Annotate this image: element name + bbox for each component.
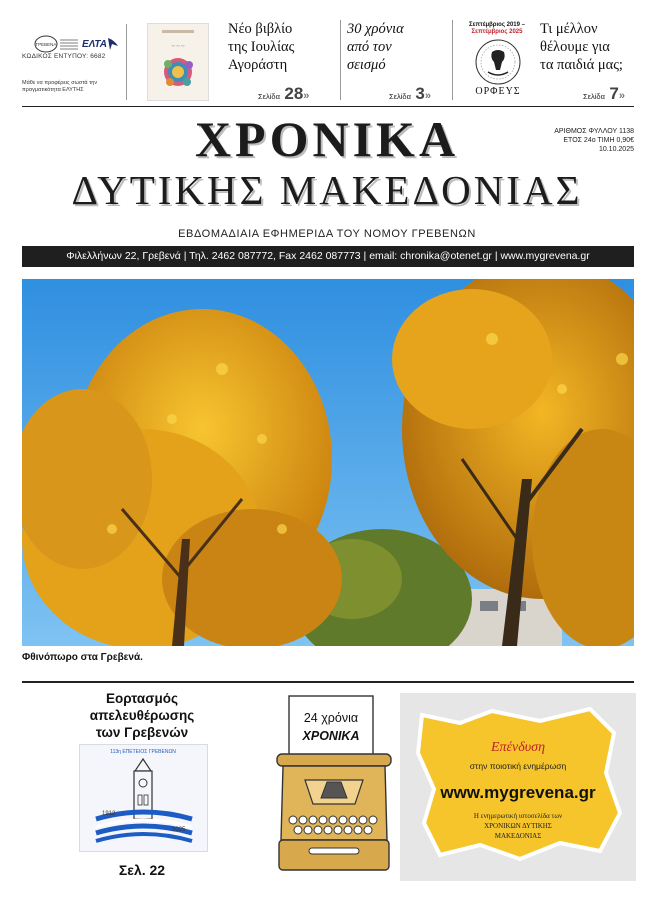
anniversary-title-line: απελευθέρωσης [89,708,195,723]
elytis-quote: Μάθε να προφέρεις σωστά την πραγματικότητα ΕΛΥΤΗΣ [22,80,98,93]
photo-caption: Φθινόπωρο στα Γρεβενά. [22,652,143,663]
ad-url: www.mygrevena.gr [440,783,596,802]
typewriter-line-2: ΧΡΟΝΙΚΑ [302,729,360,743]
anniversary-year-end: 2025 [172,827,186,833]
divider [126,24,127,100]
anniversary-page-ref[interactable]: Σελ. 22 [118,862,166,878]
orfeus-date-start: Σεπτέμβριος 2019 – [469,22,525,28]
anniversary-year-start: 1912 [102,811,116,817]
orfeus-date-end: Σεπτέμβριος 2025 [471,29,523,35]
ad-desc-line2: ΧΡΟΝΙΚΩΝ ΔΥΤΙΚΗΣ [484,822,552,830]
teaser-earthquake-page-ref[interactable] [389,84,431,104]
contact-bar: Φιλελλήνων 22, Γρεβενά | Τηλ. 2462 087772, Fax 2462 087773 | email: chronika@otenet.gr | www.mygrevena.gr [22,246,634,267]
orfeus-dates [460,22,534,36]
ad-desc-line1: Η ενημερωτική ιστοσελίδα των [473,812,563,820]
teaser-book-title[interactable] [228,20,294,74]
masthead-title: ΧΡΟΝΙΚΑ [194,111,460,167]
teaser-title-line: 30 χρόνια [347,21,404,37]
teaser-book-page-ref[interactable] [258,84,309,104]
teaser-title-line: της Ιουλίας [228,39,295,55]
svg-text:~ ~ ~: ~ ~ ~ [171,44,185,50]
page-number: 7 [609,84,619,103]
teaser-title-line: θέλουμε για [540,39,610,55]
ad-headline: Επένδυση [490,740,546,755]
divider [452,20,453,100]
double-chevron-icon: » [303,90,310,102]
issue-info [554,127,634,154]
double-chevron-icon: » [424,90,431,102]
typewriter-line-1: 24 χρόνια [303,711,359,725]
teaser-title-line: Νέο βιβλίο [228,21,293,37]
postal-stamp-text: ΓΡΕΒΕΝΑ [35,42,57,47]
orfeus-name: ΟΡΦΕΥΣ [475,86,521,97]
teaser-earthquake-title[interactable] [347,20,404,74]
mygrevena-ad-banner[interactable] [400,693,636,881]
masthead-subtitle: ΕΒΔΟΜΑΔΙΑΙΑ ΕΦΗΜΕΡΙΔΑ ΤΟΥ ΝΟΜΟΥ ΓΡΕΒΕΝΩΝ [178,228,476,240]
anniversary-title-line: Εορτασμός [106,691,178,706]
typewriter-illustration[interactable] [275,690,393,880]
page-label: Σελίδα [583,92,605,101]
teaser-title-line: τα παιδιά μας; [540,57,623,73]
page-number: 28 [284,84,304,103]
teaser-children-title[interactable] [540,20,623,74]
page-label: Σελίδα [258,92,280,101]
autumn-trees-photo [22,279,634,646]
masthead-region: ΔΥΤΙΚΗΣ ΜΑΚΕΔΟΝΙΑΣ [71,167,583,213]
teaser-title-line: Αγοράστη [228,57,288,73]
ad-tagline: στην ποιοτική ενημέρωση [469,761,567,771]
divider [340,20,341,100]
anniversary-logo [79,744,208,852]
liberation-anniversary-title[interactable] [62,690,222,741]
orfeus-emblem-icon [474,38,522,86]
issue-year-price: ΕΤΟΣ 24ο ΤΙΜΗ 0,90€ [563,137,634,144]
issue-date: 10.10.2025 [598,146,634,153]
elta-brand-text: ΕΛΤΑ [82,39,108,50]
ad-desc-line3: ΜΑΚΕΔΟΝΙΑΣ [494,832,542,840]
teaser-title-line: σεισμό [347,57,386,73]
page-number: 3 [415,84,425,103]
anniversary-logo-text: 113η ΕΠΕΤΕΙΟΣ ΓΡΕΒΕΝΩΝ [110,749,176,755]
teaser-title-line: από τον [347,39,392,55]
anniversary-title-line: των Γρεβενών [95,725,189,740]
page-label: Σελίδα [389,92,411,101]
teaser-children-page-ref[interactable] [583,84,625,104]
book-cover-image [147,23,209,101]
teaser-title-line: Τι μέλλον [540,21,598,37]
double-chevron-icon: » [618,90,625,102]
postal-code: ΚΩΔΙΚΟΣ ΕΝΤΥΠΟΥ: 6682 [22,53,106,60]
section-rule [22,681,634,683]
issue-number: ΑΡΙΘΜΟΣ ΦΥΛΛΟΥ 1138 [554,128,634,135]
header-rule [22,106,634,107]
